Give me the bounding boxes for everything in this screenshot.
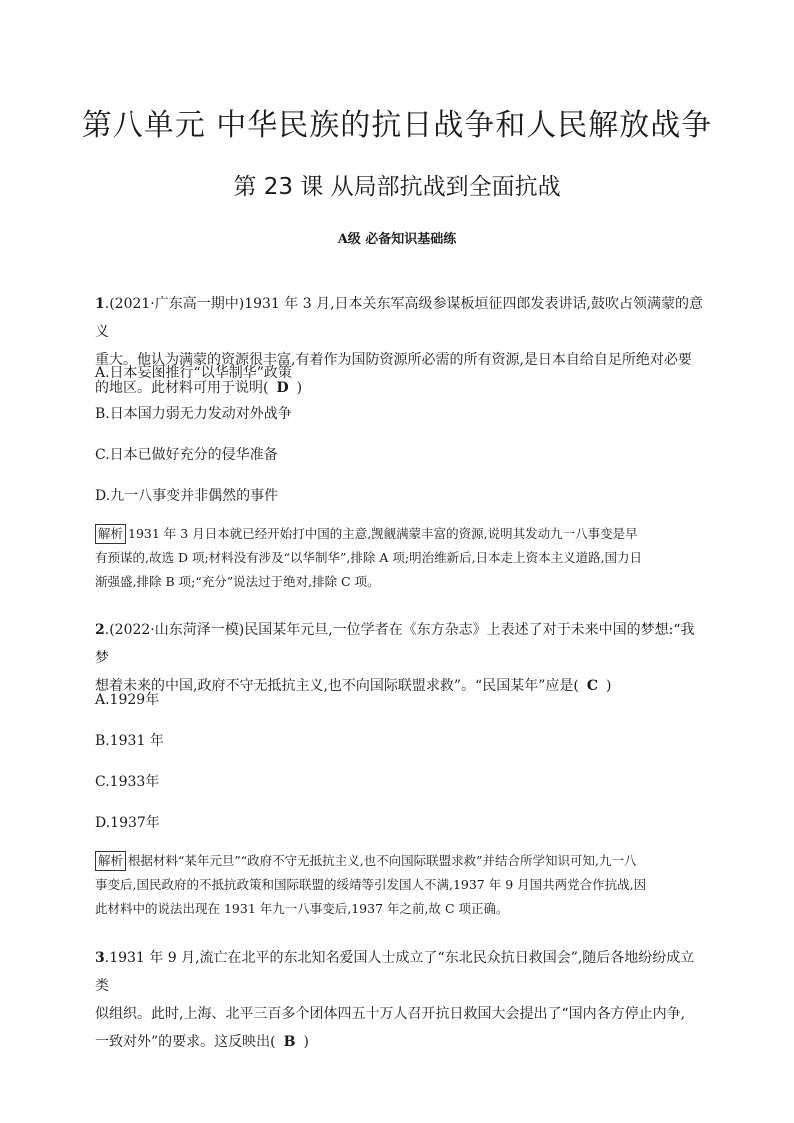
unit-title: 第八单元 中华民族的抗日战争和人民解放战争 [81,108,713,143]
stem-text: 想着未来的中国,政府不守无抵抗主义,也不向国际联盟求救”。“民国某年”应是( [95,678,579,694]
question-number: 1 [95,296,105,312]
question-1-analysis [95,522,705,594]
stem-line [95,616,705,672]
level-heading: A级 必备知识基础练 [337,232,457,247]
analysis-line [95,849,705,873]
stem-line [95,672,705,700]
question-number: 3 [95,950,105,966]
option-d: D.1937年 [95,815,160,831]
question-source: .(2022·山东菏泽一模) [104,622,245,638]
stem-line [95,290,705,346]
question-2-analysis [95,849,705,921]
question-2-stem [95,616,705,700]
stem-text: 1931 年 3 月,日本关东军高级参谋板垣征四郎发表讲话,鼓吹占领满蒙的意义 [95,296,703,340]
stem-line: 似组织。此时,上海、北平三百多个团体四五十万人召开抗日救国大会提出了“国内各方停止内争, [95,1006,686,1022]
analysis-line: 此材料中的说法出现在 1931 年九一八事变后,1937 年之前,故 C 项正确。 [95,901,509,916]
stem-end: ) [296,380,303,396]
stem-text: 民国某年元旦,一位学者在《东方杂志》上表述了对于未来中国的梦想:“我梦 [95,622,695,666]
option-b: B.日本国力弱无力发动对外战争 [95,406,292,422]
option-c: C.1933年 [95,774,160,790]
analysis-tag: 解析 [95,851,126,871]
option-c: C.日本已做好充分的侵华准备 [95,447,278,463]
question-source: . [104,950,110,966]
stem-line [95,944,705,1000]
option-d: D.九一八事变并非偶然的事件 [95,488,279,504]
analysis-line: 有预谋的,故选 D 项;材料没有涉及“以华制华”,排除 A 项;明治维新后,日本走上资本主义道路,国力日 [95,550,643,565]
analysis-tag: 解析 [95,524,126,544]
stem-line [95,1028,705,1056]
stem-end: ) [606,678,612,694]
option-a: A.日本妄图推行“以华制华”政策 [95,365,292,381]
question-number: 2 [95,622,105,638]
lesson-title: 第 23 课 从局部抗战到全面抗战 [233,174,561,200]
stem-text: 一致对外”的要求。这反映出( [95,1034,276,1050]
question-source: .(2021·广东高一期中) [104,296,245,312]
answer-letter: D [276,380,289,396]
answer-letter: C [586,678,598,694]
stem-text: 1931 年 9 月,流亡在北平的东北知名爱国人士成立了“东北民众抗日救国会”,随后各地纷纷成立类 [95,950,695,994]
option-a: A.1929年 [95,692,160,708]
analysis-line: 渐强盛,排除 B 项;“充分”说法过于绝对,排除 C 项。 [95,574,380,589]
stem-end: ) [303,1034,309,1050]
analysis-line [95,522,705,546]
option-b: B.1931 年 [95,733,164,749]
question-3-stem [95,944,705,1056]
analysis-text: 1931 年 3 月日本就已经开始打中国的主意,觊觎满蒙丰富的资源,说明其发动九一八事变是早 [128,526,638,541]
analysis-line: 事变后,国民政府的不抵抗政策和国际联盟的绥靖等引发国人不满,1937 年 9 月国共两党合作抗战,因 [95,877,647,892]
question-1-stem [95,290,705,402]
stem-text: 的地区。此材料可用于说明( [95,380,269,396]
stem-line: 重大。他认为满蒙的资源很丰富,有着作为国防资源所必需的所有资源,是日本自给自足所绝对必要 [95,352,692,368]
analysis-text: 根据材料“某年元旦”“政府不守无抵抗主义,也不向国际联盟求救”并结合所学知识可知,九一八 [128,853,637,868]
answer-letter: B [283,1034,296,1050]
